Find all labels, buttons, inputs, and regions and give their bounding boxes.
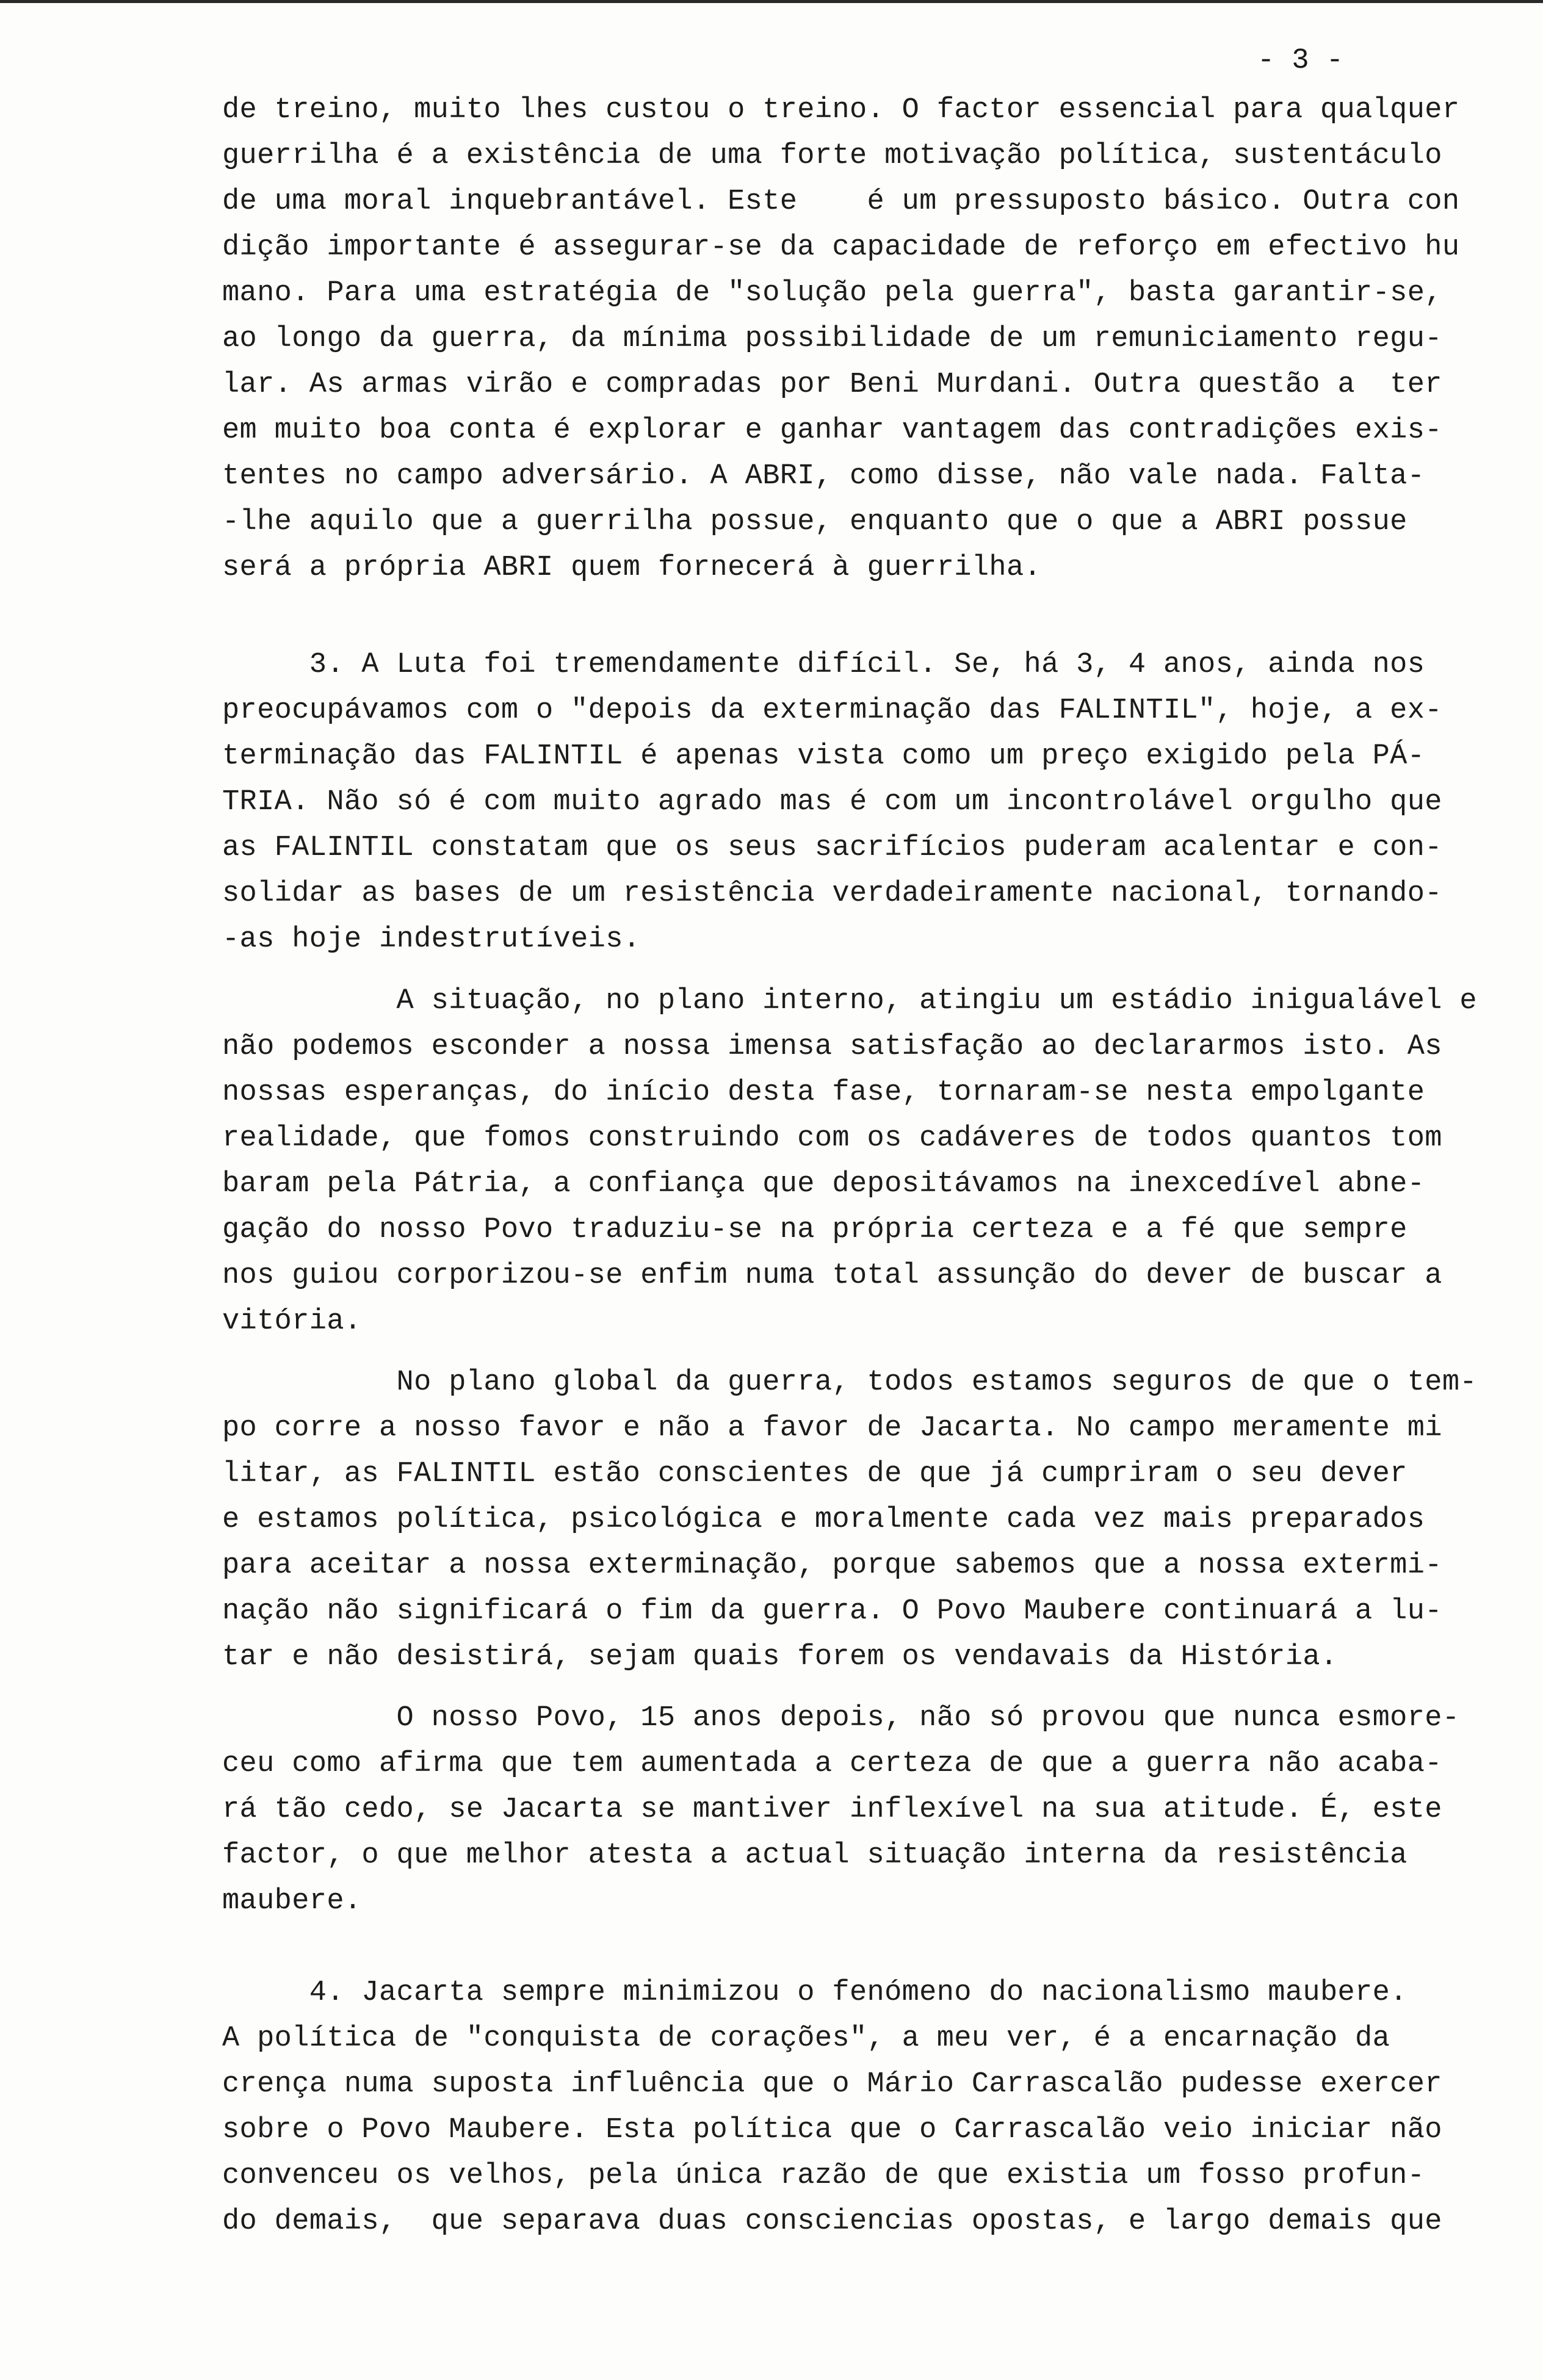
- text-line: preocupávamos com o "depois da exterminação das FALINTIL", hoje, a ex-: [222, 694, 1442, 727]
- text-line: em muito boa conta é explorar e ganhar vantagem das contradições exis-: [222, 414, 1442, 447]
- page-top-edge: [0, 0, 1543, 3]
- text-line: lar. As armas virão e compradas por Beni Murdani. Outra questão a ter: [222, 369, 1442, 401]
- page-number: - 3 -: [1257, 45, 1344, 77]
- paragraph-1: [222, 87, 1510, 591]
- text-line: A política de "conquista de corações", a meu ver, é a encarnação da: [222, 2022, 1390, 2055]
- text-line: convenceu os velhos, pela única razão de que existia um fosso profun-: [222, 2160, 1425, 2192]
- text-line: de uma moral inquebrantável. Este é um pressuposto básico. Outra con: [222, 186, 1460, 218]
- text-line: 4. Jacarta sempre minimizou o fenómeno do nacionalismo maubere.: [222, 1977, 1407, 2009]
- paragraph-6: [222, 1970, 1510, 2245]
- text-line: ao longo da guerra, da mínima possibilidade de um remuniciamento regu-: [222, 323, 1442, 355]
- text-line: nossas esperanças, do início desta fase, tornaram-se nesta empolgante: [222, 1076, 1425, 1109]
- text-line: A situação, no plano interno, atingiu um estádio inigualável e: [222, 985, 1477, 1017]
- text-line: nação não significará o fim da guerra. O Povo Maubere continuará a lu-: [222, 1595, 1442, 1628]
- text-line: guerrilha é a existência de uma forte motivação política, sustentáculo: [222, 140, 1442, 172]
- text-line: realidade, que fomos construindo com os cadáveres de todos quantos tom: [222, 1122, 1442, 1155]
- text-line: terminação das FALINTIL é apenas vista como um preço exigido pela PÁ-: [222, 740, 1425, 773]
- text-line: do demais, que separava duas consciencias opostas, e largo demais que: [222, 2205, 1442, 2238]
- text-line: baram pela Pátria, a confiança que depositávamos na inexcedível abne-: [222, 1168, 1425, 1200]
- text-line: po corre a nosso favor e não a favor de Jacarta. No campo meramente mi: [222, 1412, 1442, 1444]
- text-line: maubere.: [222, 1885, 362, 1917]
- paragraph-2: [222, 642, 1510, 962]
- text-line: tar e não desistirá, sejam quais forem os vendavais da História.: [222, 1641, 1338, 1673]
- text-line: para aceitar a nossa exterminação, porque sabemos que a nossa extermi-: [222, 1549, 1442, 1582]
- text-line: factor, o que melhor atesta a actual situação interna da resistência: [222, 1839, 1407, 1872]
- text-line: -lhe aquilo que a guerrilha possue, enquanto que o que a ABRI possue: [222, 506, 1407, 538]
- text-line: No plano global da guerra, todos estamos seguros de que o tem-: [222, 1366, 1477, 1399]
- text-line: dição importante é assegurar-se da capacidade de reforço em efectivo hu: [222, 231, 1460, 264]
- text-line: e estamos política, psicológica e moralmente cada vez mais preparados: [222, 1504, 1425, 1536]
- text-line: rá tão cedo, se Jacarta se mantiver inflexível na sua atitude. É, este: [222, 1794, 1442, 1826]
- text-line: O nosso Povo, 15 anos depois, não só provou que nunca esmore-: [222, 1702, 1460, 1734]
- text-line: ceu como afirma que tem aumentada a certeza de que a guerra não acaba-: [222, 1748, 1442, 1780]
- text-line: gação do nosso Povo traduziu-se na própria certeza e a fé que sempre: [222, 1214, 1407, 1246]
- text-line: solidar as bases de um resistência verdadeiramente nacional, tornando-: [222, 878, 1442, 910]
- paragraph-3: [222, 978, 1510, 1344]
- text-line: litar, as FALINTIL estão conscientes de que já cumpriram o seu dever: [222, 1458, 1407, 1490]
- text-line: de treino, muito lhes custou o treino. O factor essencial para qualquer: [222, 94, 1460, 126]
- text-line: vitória.: [222, 1305, 362, 1338]
- text-line: crença numa suposta influência que o Mário Carrascalão pudesse exercer: [222, 2068, 1442, 2101]
- text-line: mano. Para uma estratégia de "solução pela guerra", basta garantir-se,: [222, 277, 1442, 309]
- text-line: as FALINTIL constatam que os seus sacrifícios puderam acalentar e con-: [222, 832, 1442, 864]
- text-line: será a própria ABRI quem fornecerá à guerrilha.: [222, 552, 1042, 584]
- text-line: sobre o Povo Maubere. Esta política que o Carrascalão veio iniciar não: [222, 2114, 1442, 2146]
- text-line: não podemos esconder a nossa imensa satisfação ao declararmos isto. As: [222, 1031, 1442, 1063]
- paragraph-4: [222, 1360, 1510, 1680]
- text-line: 3. A Luta foi tremendamente difícil. Se, há 3, 4 anos, ainda nos: [222, 649, 1425, 681]
- text-line: TRIA. Não só é com muito agrado mas é com um incontrolável orgulho que: [222, 786, 1442, 818]
- paragraph-5: [222, 1695, 1510, 1924]
- text-line: tentes no campo adversário. A ABRI, como disse, não vale nada. Falta-: [222, 460, 1425, 492]
- text-line: nos guiou corporizou-se enfim numa total assunção do dever de buscar a: [222, 1260, 1442, 1292]
- text-line: -as hoje indestrutíveis.: [222, 923, 641, 956]
